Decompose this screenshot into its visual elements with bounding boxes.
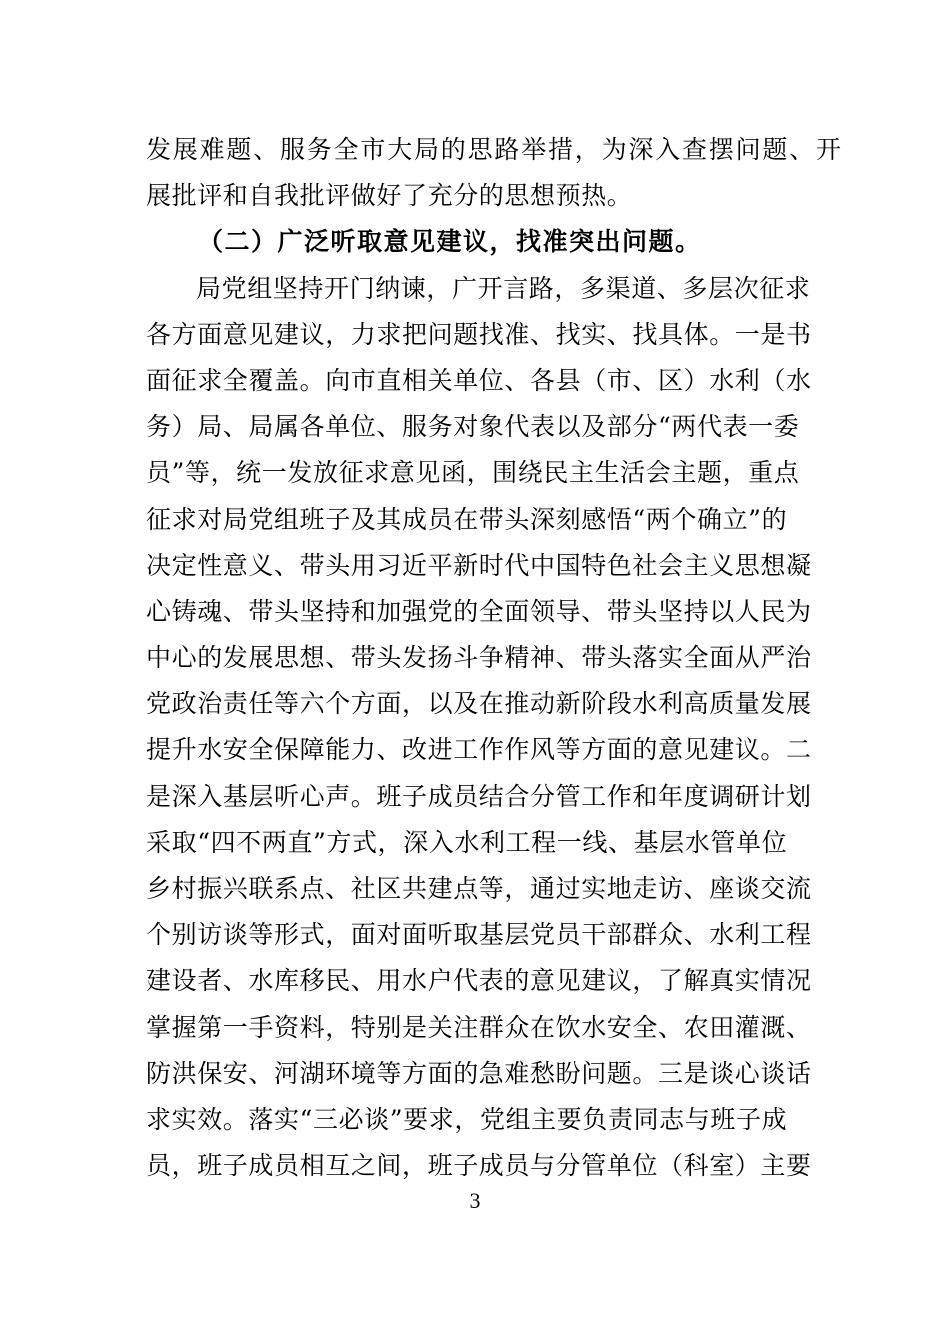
text-line: 求实效。落实“三必谈”要求，党组主要负责同志与班子成 <box>146 1104 788 1134</box>
body-text <box>146 127 843 1189</box>
text-line: 员，班子成员相互之间，班子成员与分管单位（科室）主要 <box>146 1151 812 1181</box>
text-line: 乡村振兴联系点、社区共建点等，通过实地走访、座谈交流 <box>146 874 812 903</box>
text-line: 员”等，统一发放征求意见函，围绕民主生活会主题，重点 <box>146 458 800 488</box>
text-line: 是深入基层听心声。班子成员结合分管工作和年度调研计划 <box>146 781 812 811</box>
text-line: 掌握第一手资料，特别是关注群众在饮水安全、农田灌溉、 <box>146 1012 812 1042</box>
text-line: 发展难题、服务全市大局的思路举措，为深入查摆问题、开 <box>146 135 843 164</box>
page-number: 3 <box>469 1188 481 1213</box>
text-line: 防洪保安、河湖环境等方面的急难愁盼问题。三是谈心谈话 <box>146 1058 812 1088</box>
text-line: 各方面意见建议，力求把问题找准、找实、找具体。一是书 <box>146 319 812 349</box>
text-line: 采取“四不两直”方式，深入水利工程一线、基层水管单位 <box>146 827 788 857</box>
text-line: 个别访谈等形式，面对面听取基层党员干部群众、水利工程 <box>146 920 812 950</box>
section-heading: （二）广泛听取意见建议，找准突出问题。 <box>198 227 702 257</box>
text-line: 决定性意义、带头用习近平新时代中国特色社会主义思想凝 <box>146 550 812 580</box>
text-line: 中心的发展思想、带头发扬斗争精神、带头落实全面从严治 <box>146 643 812 673</box>
text-line: 建设者、水库移民、用水户代表的意见建议，了解真实情况 <box>146 966 812 996</box>
text-line: 征求对局党组班子及其成员在带头深刻感悟“两个确立”的 <box>146 504 788 534</box>
text-line: 提升水安全保障能力、改进工作作风等方面的意见建议。二 <box>146 735 812 765</box>
text-line: 面征求全覆盖。向市直相关单位、各县（市、区）水利（水 <box>146 365 812 395</box>
text-line: 务）局、局属各单位、服务对象代表以及部分“两代表一委 <box>146 412 800 442</box>
text-line: 展批评和自我批评做好了充分的思想预热。 <box>146 181 633 211</box>
text-line: 局党组坚持开门纳谏，广开言路，多渠道、多层次征求 <box>196 273 811 303</box>
text-line: 心铸魂、带头坚持和加强党的全面领导、带头坚持以人民为 <box>146 596 812 626</box>
text-line: 党政治责任等六个方面，以及在推动新阶段水利高质量发展 <box>146 689 812 719</box>
